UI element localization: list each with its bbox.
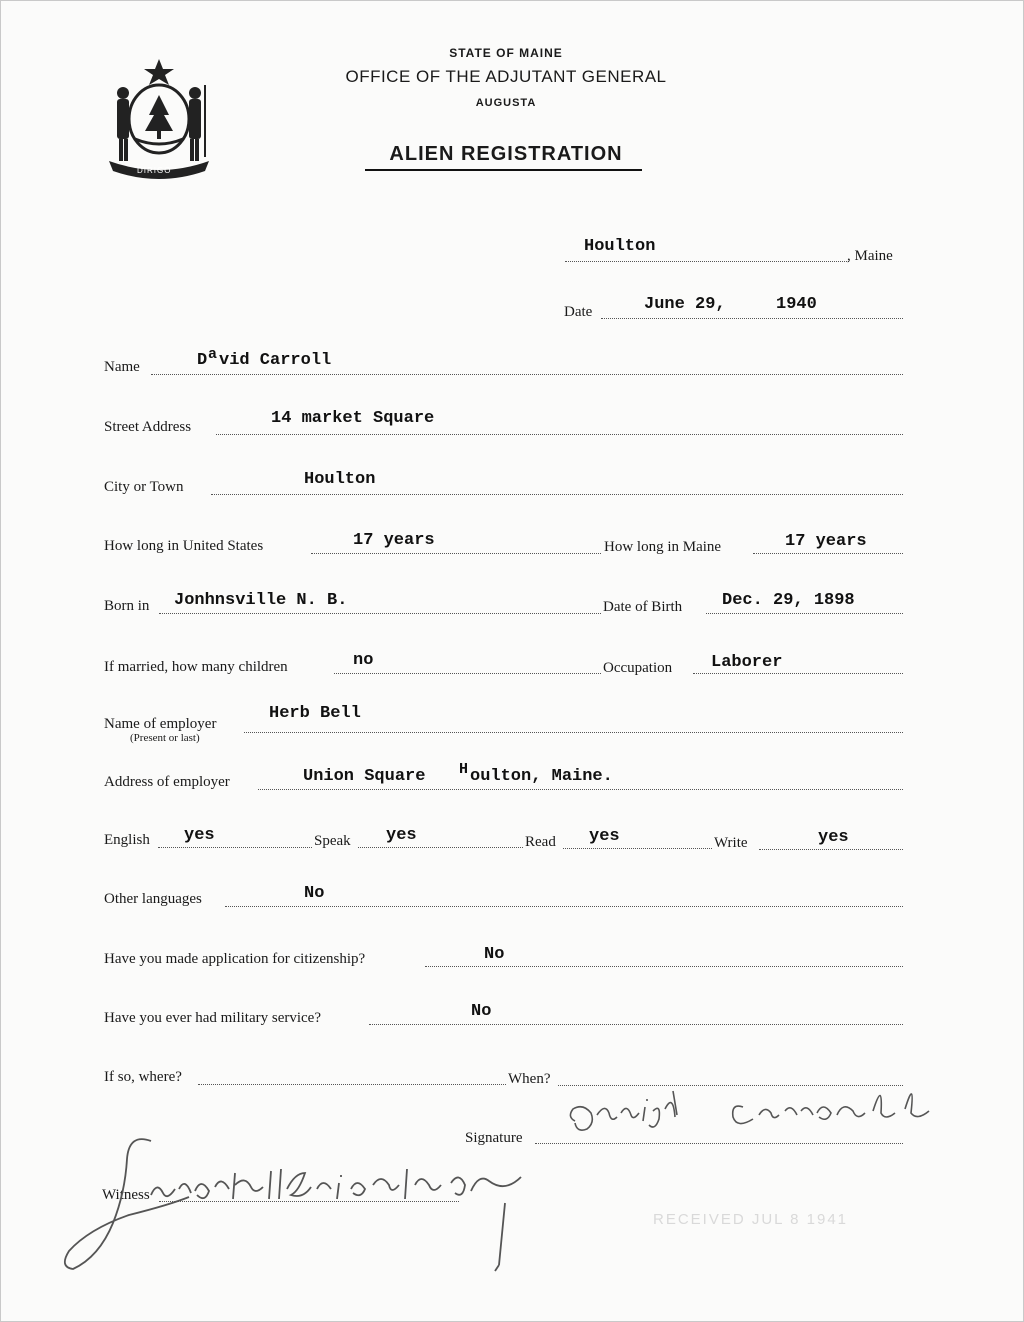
employer-address-field-line [258,789,903,790]
employer-name-label: Name of employer [104,716,217,732]
applicant-signature [561,1073,945,1139]
english-label: English [104,832,150,848]
how-long-maine-label: How long in Maine [604,539,722,555]
read-label: Read [525,834,556,850]
date-year-value[interactable]: 1940 [776,295,817,314]
children-field-line [334,673,601,674]
name-field-line [151,374,903,375]
citizenship-label: Have you made application for citizenship? [104,951,366,967]
occupation-field-line [693,673,903,674]
employer-name-field-line [244,732,903,733]
form-title: ALIEN REGISTRATION [389,143,623,165]
employer-address-value[interactable]: Union Square [303,767,426,786]
name-label: Name [104,359,140,375]
how-long-us-value[interactable]: 17 years [353,531,435,550]
military-label: Have you ever had military service? [104,1010,321,1026]
name-value[interactable]: vid Carroll [219,351,332,370]
speak-value[interactable]: yes [386,826,417,845]
when-field-line [558,1085,903,1086]
citizenship-field-line [425,966,903,967]
where-label: If so, where? [104,1069,182,1085]
dob-label: Date of Birth [603,599,683,615]
citizenship-value[interactable]: No [484,945,505,964]
write-field-line [759,849,903,850]
employer-address-raised-letter[interactable]: H [459,761,469,778]
signature-field-line [535,1143,903,1144]
read-field-line [563,848,712,849]
how-long-maine-field-line [753,553,903,554]
children-value[interactable]: no [353,651,374,670]
born-in-label: Born in [104,598,150,614]
other-languages-field-line [225,906,903,907]
header-city: AUGUSTA [475,97,537,109]
other-languages-label: Other languages [104,891,202,907]
write-label: Write [714,835,748,851]
dob-value[interactable]: Dec. 29, 1898 [722,591,855,610]
read-value[interactable]: yes [589,827,620,846]
date-month-day-value[interactable]: June 29, [644,295,726,314]
where-field-line [198,1084,506,1085]
occupation-value[interactable]: Laborer [711,653,783,672]
speak-field-line [358,847,523,848]
title-underline [365,169,642,171]
born-in-field-line [159,613,601,614]
speak-label: Speak [314,833,351,849]
born-in-value[interactable]: Jonhnsville N. B. [174,591,348,610]
other-languages-value[interactable]: No [304,884,325,903]
english-value[interactable]: yes [184,826,215,845]
maine-label: , Maine [847,248,893,264]
when-label: When? [508,1071,551,1087]
employer-address-label: Address of employer [104,774,230,790]
place-field-line [565,261,849,262]
date-label: Date [564,304,593,320]
header-state: STATE OF MAINE [449,46,563,60]
witness-label: Witness [102,1187,150,1203]
occupation-label: Occupation [603,660,673,676]
street-field-line [216,434,903,435]
name-value-raised-letter[interactable]: a [208,346,218,363]
write-value[interactable]: yes [818,828,849,847]
how-long-us-field-line [311,553,601,554]
military-value[interactable]: No [471,1002,492,1021]
name-value-initial[interactable]: D [197,351,208,370]
english-field-line [158,847,312,848]
header-office: OFFICE OF THE ADJUTANT GENERAL [345,67,667,86]
dob-field-line [706,613,903,614]
children-label: If married, how many children [104,659,288,675]
street-value[interactable]: 14 market Square [271,409,435,428]
received-stamp: RECEIVED JUL 8 1941 [653,1211,849,1228]
seal-motto: DIRIGO [137,166,172,175]
employer-name-value[interactable]: Herb Bell [269,704,361,723]
place-value[interactable]: Houlton [584,237,656,256]
employer-name-sublabel: (Present or last) [130,732,200,744]
how-long-maine-value[interactable]: 17 years [785,532,867,551]
maine-state-seal [105,57,213,179]
military-field-line [369,1024,903,1025]
city-field-line [211,494,903,495]
how-long-us-label: How long in United States [104,538,264,554]
city-label: City or Town [104,479,184,495]
employer-address-value-cont[interactable]: oulton, Maine. [470,767,613,786]
witness-field-line [159,1201,459,1202]
date-field-line [601,318,903,319]
signature-label: Signature [465,1130,523,1146]
city-value[interactable]: Houlton [304,470,376,489]
witness-signature [59,1133,529,1275]
street-label: Street Address [104,419,192,435]
